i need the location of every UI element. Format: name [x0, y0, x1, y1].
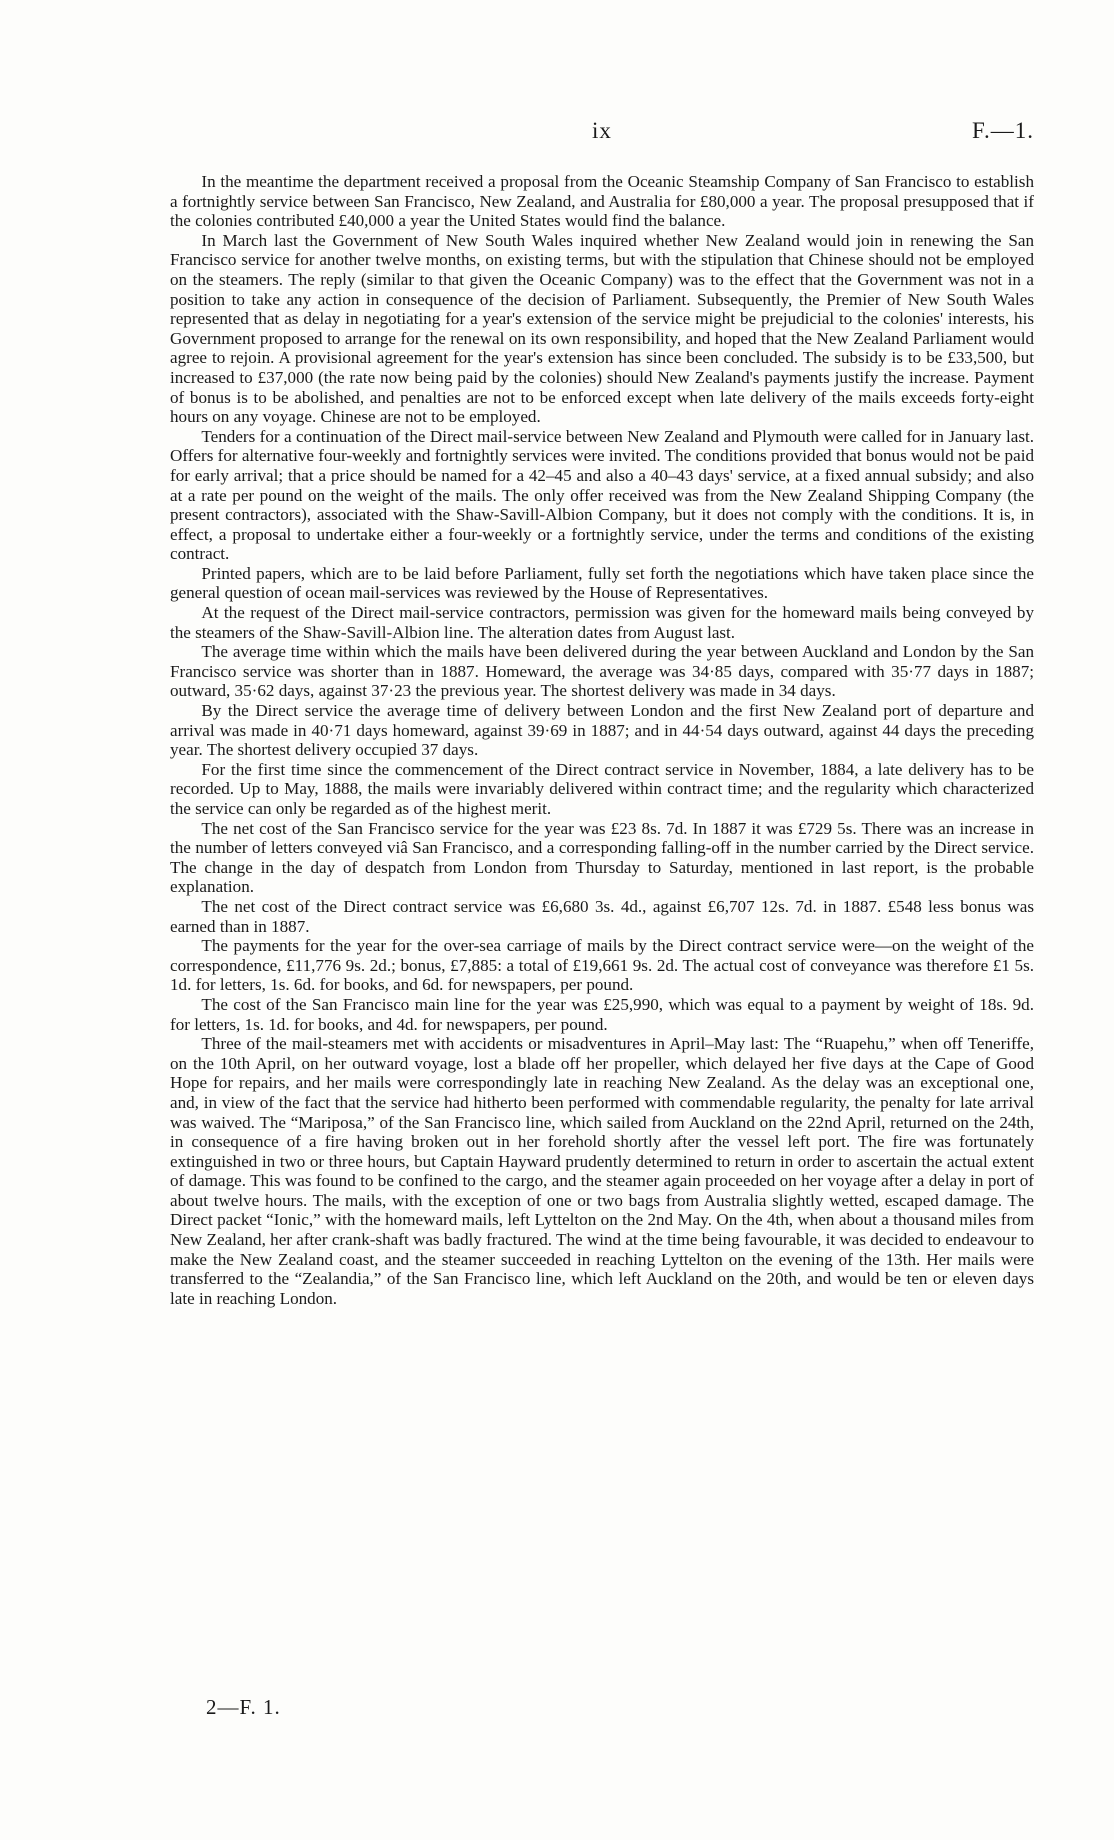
- paragraph-oceanic-proposal: In the meantime the department received a proposal from the Oceanic Steamship Company of San Francisco to establish a fortnightly service between San Francisco, New Zealand, and Australia for £80,000 a year. The proposal presupposed that if the colonies contributed £40,000 a year the United States would find the balance.: [170, 172, 1034, 231]
- paragraph-direct-average-time: By the Direct service the average time of delivery between London and the first New Zealand port of departure and arrival was made in 40·71 days homeward, against 39·69 in 1887; and in 44·54 days outward, against 44 days the preceding year. The shortest delivery occupied 37 days.: [170, 701, 1034, 760]
- paragraph-steamer-accidents: Three of the mail-steamers met with accidents or misadventures in April–May last: The “Ruapehu,” when off Teneriffe, on the 10th April, on her outward voyage, lost a blade off her propeller, which delayed her five days at the Cape of Good Hope for repairs, and her mails were correspondingly late in reaching New Zealand. As the delay was an exceptional one, and, in view of the fact that the service had hitherto been performed with commendable regularity, the penalty for late arrival was waived. The “Mariposa,” of the San Francisco line, which sailed from Auckland on the 22nd April, returned on the 24th, in consequence of a fire having broken out in her forehold shortly after the vessel left port. The fire was fortunately extinguished in two or three hours, but Captain Hayward prudently determined to return in order to ascertain the actual extent of damage. This was found to be confined to the cargo, and the steamer again proceeded on her voyage after a delay in port of about twelve hours. The mails, with the exception of one or two bags from Australia slightly wetted, escaped damage. The Direct packet “Ionic,” with the homeward mails, left Lyttelton on the 2nd May. On the 4th, when about a thousand miles from New Zealand, her after crank-shaft was badly fractured. The wind at the time being favourable, it was decided to endeavour to make the New Zealand coast, and the steamer succeeded in reaching Lyttelton on the evening of the 13th. Her mails were transferred to the “Zealandia,” of the San Francisco line, which left Auckland on the 20th, and would be ten or eleven days late in reaching London.: [170, 1034, 1034, 1308]
- body-text: [170, 172, 1034, 1308]
- paragraph-sf-main-line-cost: The cost of the San Francisco main line for the year was £25,990, which was equal to a payment by weight of 18s. 9d. for letters, 1s. 1d. for books, and 4d. for newspapers, per pound.: [170, 994, 1034, 1034]
- paragraph-printed-papers: Printed papers, which are to be laid before Parliament, fully set forth the negotiations which have taken place since the general question of ocean mail-services was reviewed by the House of Representatives.: [170, 563, 1034, 603]
- paragraph-oversea-payments: The payments for the year for the over-sea carriage of mails by the Direct contract service were—on the weight of the correspondence, £11,776 9s. 2d.; bonus, £7,885: a total of £19,661 9s. 2d. The actual cost of conveyance was therefore £1 5s. 1d. for letters, 1s. 6d. for books, and 6d. for newspapers, per pound.: [170, 936, 1034, 995]
- signature-reference: 2—F. 1.: [206, 1695, 281, 1719]
- paragraph-late-delivery: For the first time since the commencement of the Direct contract service in November, 1884, a late delivery has to be recorded. Up to May, 1888, the mails were invariably delivered within contract time; and the regularity which characterized the service can only be regarded as of the highest merit.: [170, 759, 1034, 818]
- paragraph-direct-net-cost: The net cost of the Direct contract service was £6,680 3s. 4d., against £6,707 12s. 7d. in 1887. £548 less bonus was earned than in 1887.: [170, 896, 1034, 936]
- page-header: [170, 118, 1034, 148]
- paragraph-direct-tenders: Tenders for a continuation of the Direct mail-service between New Zealand and Plymouth were called for in January last. Offers for alternative four-weekly and fortnightly services were invited. The conditions provided that bonus would not be paid for early arrival; that a price should be named for a 42–45 and also a 40–43 days' service, at a fixed annual subsidy; and also at a rate per pound on the weight of the mails. The only offer received was from the New Zealand Shipping Company (the present contractors), associated with the Shaw-Savill-Albion Company, but it does not comply with the conditions. It is, in effect, a proposal to undertake either a four-weekly or a fortnightly service, under the terms and conditions of the existing contract.: [170, 426, 1034, 564]
- paper-reference: F.—1.: [972, 118, 1034, 143]
- paragraph-sf-average-time: The average time within which the mails have been delivered during the year between Auckland and London by the San Francisco service was shorter than in 1887. Homeward, the average was 34·85 days, compared with 35·77 days in 1887; outward, 35·62 days, against 37·23 the previous year. The shortest delivery was made in 34 days.: [170, 642, 1034, 701]
- paragraph-sf-net-cost: The net cost of the San Francisco service for the year was £23 8s. 7d. In 1887 it was £729 5s. There was an increase in the number of letters conveyed viâ San Francisco, and a corresponding falling-off in the number carried by the Direct service. The change in the day of despatch from London from Thursday to Saturday, mentioned in last report, is the probable explanation.: [170, 818, 1034, 897]
- page-number: ix: [592, 118, 612, 143]
- paragraph-homeward-mails: At the request of the Direct mail-service contractors, permission was given for the homeward mails being conveyed by the steamers of the Shaw-Savill-Albion line. The alteration dates from August last.: [170, 603, 1034, 642]
- paragraph-nsw-renewal: In March last the Government of New South Wales inquired whether New Zealand would join in renewing the San Francisco service for another twelve months, on existing terms, but with the stipulation that Chinese should not be employed on the steamers. The reply (similar to that given the Oceanic Company) was to the effect that the Government was not in a position to take any action in consequence of the decision of Parliament. Subsequently, the Premier of New South Wales represented that as delay in negotiating for a year's extension of the service might be prejudicial to the colonies' interests, his Government proposed to arrange for the renewal on its own responsibility, and hoped that the New Zealand Parliament would agree to rejoin. A provisional agreement for the year's extension has since been concluded. The subsidy is to be £33,500, but increased to £37,000 (the rate now being paid by the colonies) should New Zealand's payments justify the increase. Payment of bonus is to be abolished, and penalties are not to be enforced except when late delivery of the mails exceeds forty-eight hours on any voyage. Chinese are not to be employed.: [170, 230, 1034, 427]
